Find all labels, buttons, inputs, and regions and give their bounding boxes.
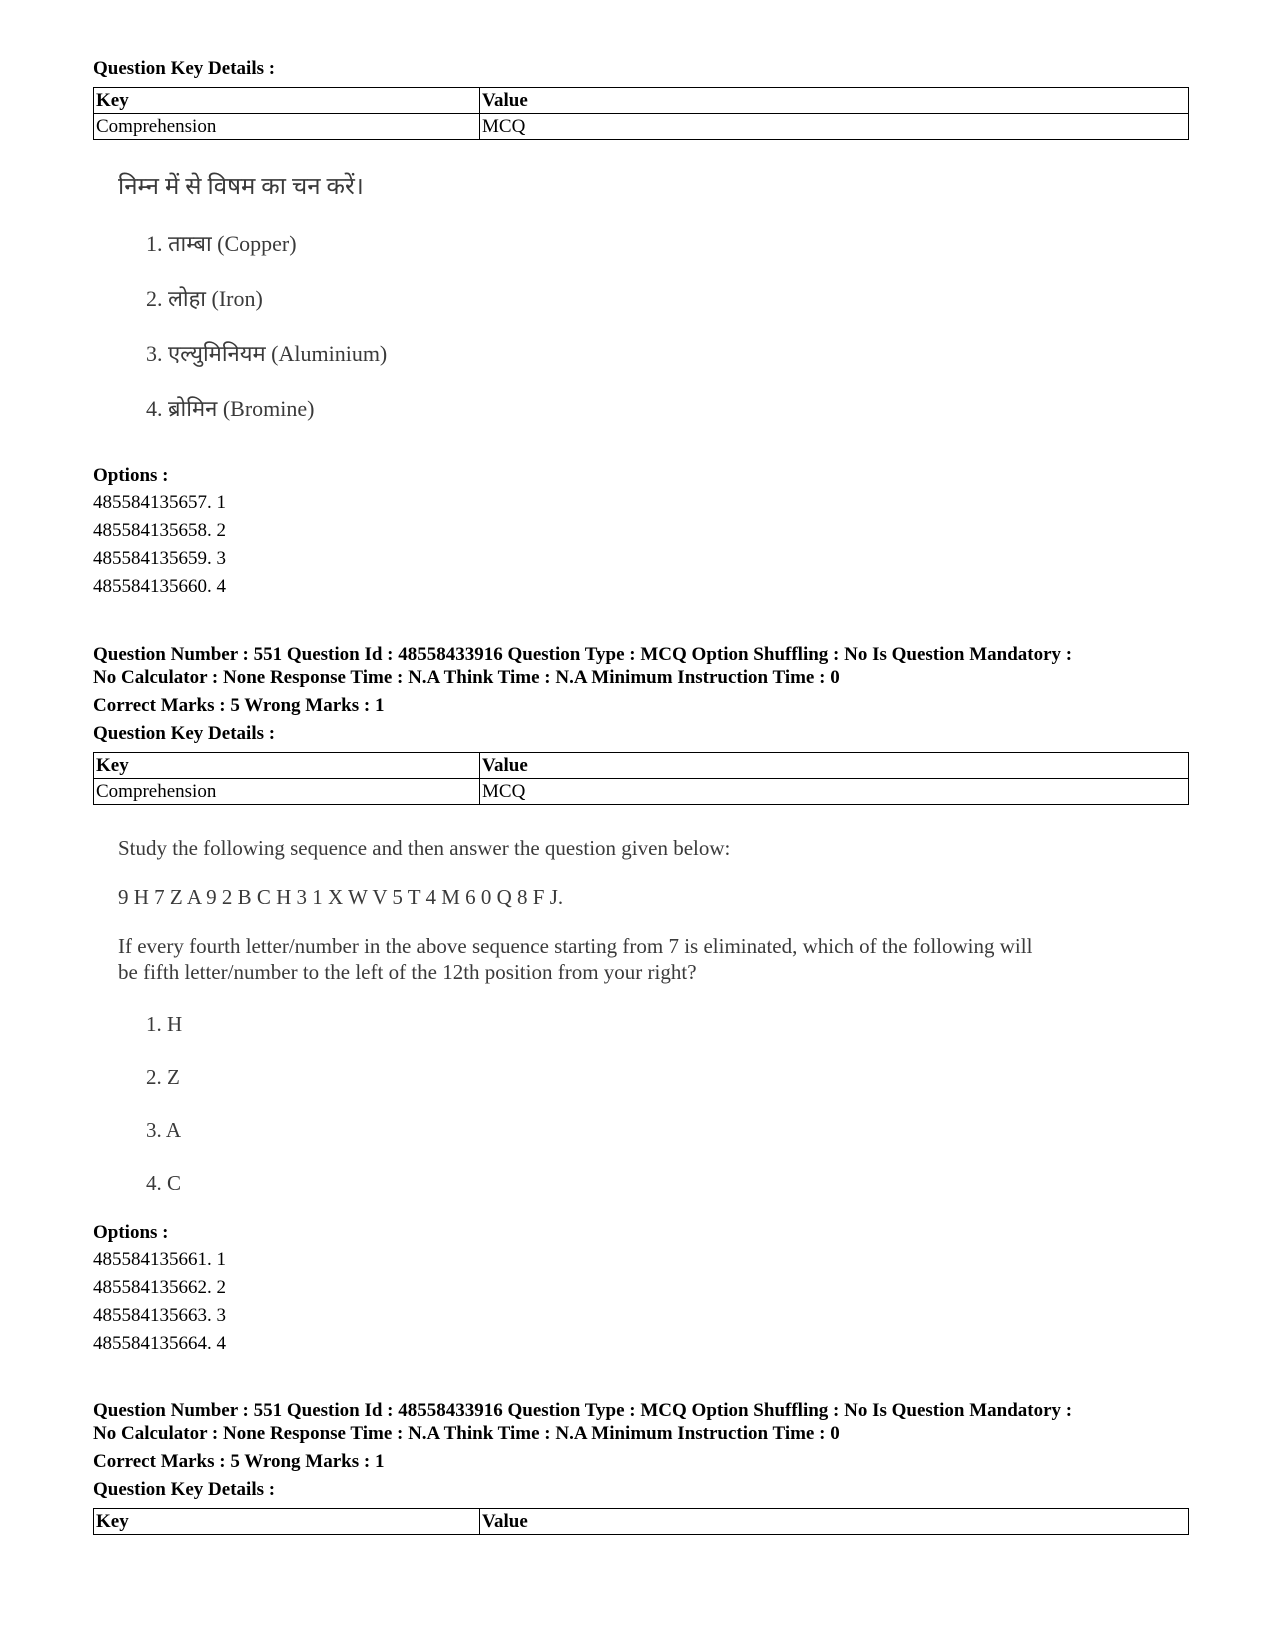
question-image-hindi [118,172,388,421]
table-cell-key: Comprehension [94,779,480,805]
question-meta-line2: No Calculator : None Response Time : N.A Think Time : N.A Minimum Instruction Time : 0 [93,667,840,688]
table-header-key: Key [94,1509,480,1535]
key-value-table [93,752,1189,805]
table-row [94,779,1189,805]
question-choice: 3. एल्युमिनियम (Aluminium) [146,341,388,366]
option-item: 485584135657. 1 [93,492,226,513]
key-details-heading: Question Key Details : [93,723,276,744]
question-choice: 2. लोहा (Iron) [146,286,263,311]
option-item: 485584135658. 2 [93,520,226,541]
key-value-table [93,87,1189,140]
option-item: 485584135660. 4 [93,576,226,597]
question-meta-line2: No Calculator : None Response Time : N.A Think Time : N.A Minimum Instruction Time : 0 [93,1423,840,1444]
table-header-row [94,88,1189,114]
table-header-value: Value [480,753,1189,779]
question-image-english [118,834,1198,1195]
option-item: 485584135659. 3 [93,548,226,569]
question-meta-line1: Question Number : 551 Question Id : 48558433916 Question Type : MCQ Option Shuffling : No Is Question Mandatory : [93,644,1073,665]
question-text: If every fourth letter/number in the above sequence starting from 7 is eliminated, which of the following will [118,934,1033,958]
option-item: 485584135661. 1 [93,1249,226,1270]
question-meta-line1: Question Number : 551 Question Id : 48558433916 Question Type : MCQ Option Shuffling : No Is Question Mandatory : [93,1400,1073,1421]
key-value-table [93,1508,1189,1535]
option-item: 485584135663. 3 [93,1305,226,1326]
question-choice: 1. ताम्बा (Copper) [146,231,297,256]
table-header-row [94,1509,1189,1535]
question-choice: 4. C [146,1171,182,1195]
table-cell-value: MCQ [480,779,1189,805]
key-details-heading: Question Key Details : [93,58,276,79]
table-row [94,114,1189,140]
marks-line: Correct Marks : 5 Wrong Marks : 1 [93,695,385,716]
question-choice: 2. Z [146,1065,180,1089]
table-cell-key: Comprehension [94,114,480,140]
options-heading: Options : [93,1222,169,1243]
question-choice: 4. ब्रोमिन (Bromine) [146,396,315,421]
option-item: 485584135662. 2 [93,1277,226,1298]
option-item: 485584135664. 4 [93,1333,226,1354]
marks-line: Correct Marks : 5 Wrong Marks : 1 [93,1451,385,1472]
key-details-heading: Question Key Details : [93,1479,276,1500]
question-choice: 3. A [146,1118,182,1142]
question-text: be fifth letter/number to the left of the 12th position from your right? [118,960,697,984]
table-header-key: Key [94,753,480,779]
options-heading: Options : [93,465,169,486]
table-header-value: Value [480,1509,1189,1535]
table-header-row [94,753,1189,779]
table-cell-value: MCQ [480,114,1189,140]
question-intro: Study the following sequence and then answer the question given below: [118,836,731,860]
table-header-value: Value [480,88,1189,114]
table-header-key: Key [94,88,480,114]
question-sequence: 9 H 7 Z A 9 2 B C H 3 1 X W V 5 T 4 M 6 0 Q 8 F J. [118,885,564,909]
question-stem: निम्न में से विषम का चन करें। [118,174,364,200]
question-choice: 1. H [146,1012,183,1036]
